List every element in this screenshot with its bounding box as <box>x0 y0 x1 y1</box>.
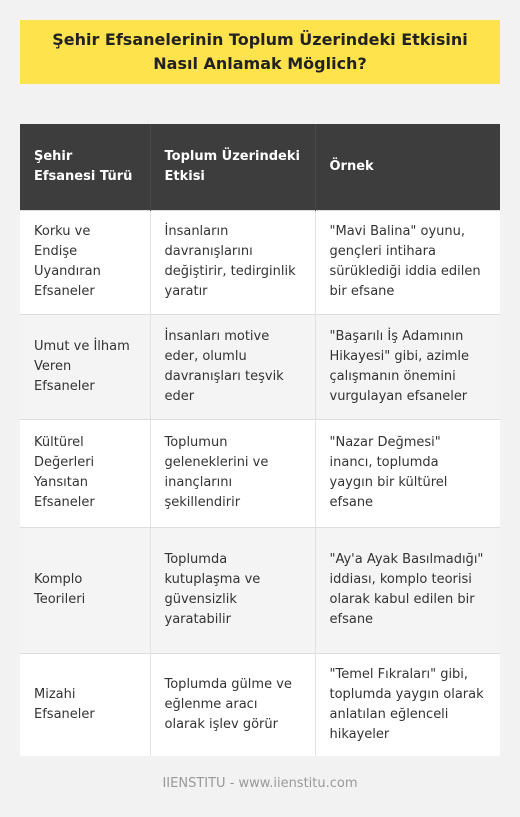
cell-effect: Toplumun geleneklerini ve inançlarını şekillendirir <box>150 419 315 527</box>
cell-effect: İnsanların davranışlarını değiştirir, tedirginlik yaratır <box>150 210 315 314</box>
page-title: Şehir Efsanelerinin Toplum Üzerindeki Etkisini Nasıl Anlamak Möglich? <box>52 30 468 73</box>
title-banner <box>20 20 500 84</box>
cell-type: Komplo Teorileri <box>20 527 150 653</box>
column-header-type: Şehir Efsanesi Türü <box>20 124 150 210</box>
table-header-row <box>20 124 500 210</box>
table-row <box>20 419 500 527</box>
cell-example: "Başarılı İş Adamının Hikayesi" gibi, azimle çalışmanın önemini vurgulayan efsaneler <box>315 314 500 419</box>
cell-type: Mizahi Efsaneler <box>20 653 150 756</box>
footer-credit: IIENSTITU - www.iienstitu.com <box>162 776 358 791</box>
cell-type: Umut ve İlham Veren Efsaneler <box>20 314 150 419</box>
cell-type: Kültürel Değerleri Yansıtan Efsaneler <box>20 419 150 527</box>
cell-example: "Mavi Balina" oyunu, gençleri intihara sürüklediği iddia edilen bir efsane <box>315 210 500 314</box>
cell-example: "Nazar Değmesi" inancı, toplumda yaygın bir kültürel efsane <box>315 419 500 527</box>
cell-example: "Temel Fıkraları" gibi, toplumda yaygın olarak anlatılan eğlenceli hikayeler <box>315 653 500 756</box>
table-row <box>20 210 500 314</box>
cell-effect: Toplumda kutuplaşma ve güvensizlik yaratabilir <box>150 527 315 653</box>
table-row <box>20 314 500 419</box>
cell-example: "Ay'a Ayak Basılmadığı" iddiası, komplo teorisi olarak kabul edilen bir efsane <box>315 527 500 653</box>
urban-legends-table <box>20 124 500 756</box>
cell-type: Korku ve Endişe Uyandıran Efsaneler <box>20 210 150 314</box>
cell-effect: İnsanları motive eder, olumlu davranışları teşvik eder <box>150 314 315 419</box>
cell-effect: Toplumda gülme ve eğlenme aracı olarak işlev görür <box>150 653 315 756</box>
table-row <box>20 527 500 653</box>
column-header-effect: Toplum Üzerindeki Etkisi <box>150 124 315 210</box>
table-row <box>20 653 500 756</box>
column-header-example: Örnek <box>315 124 500 210</box>
